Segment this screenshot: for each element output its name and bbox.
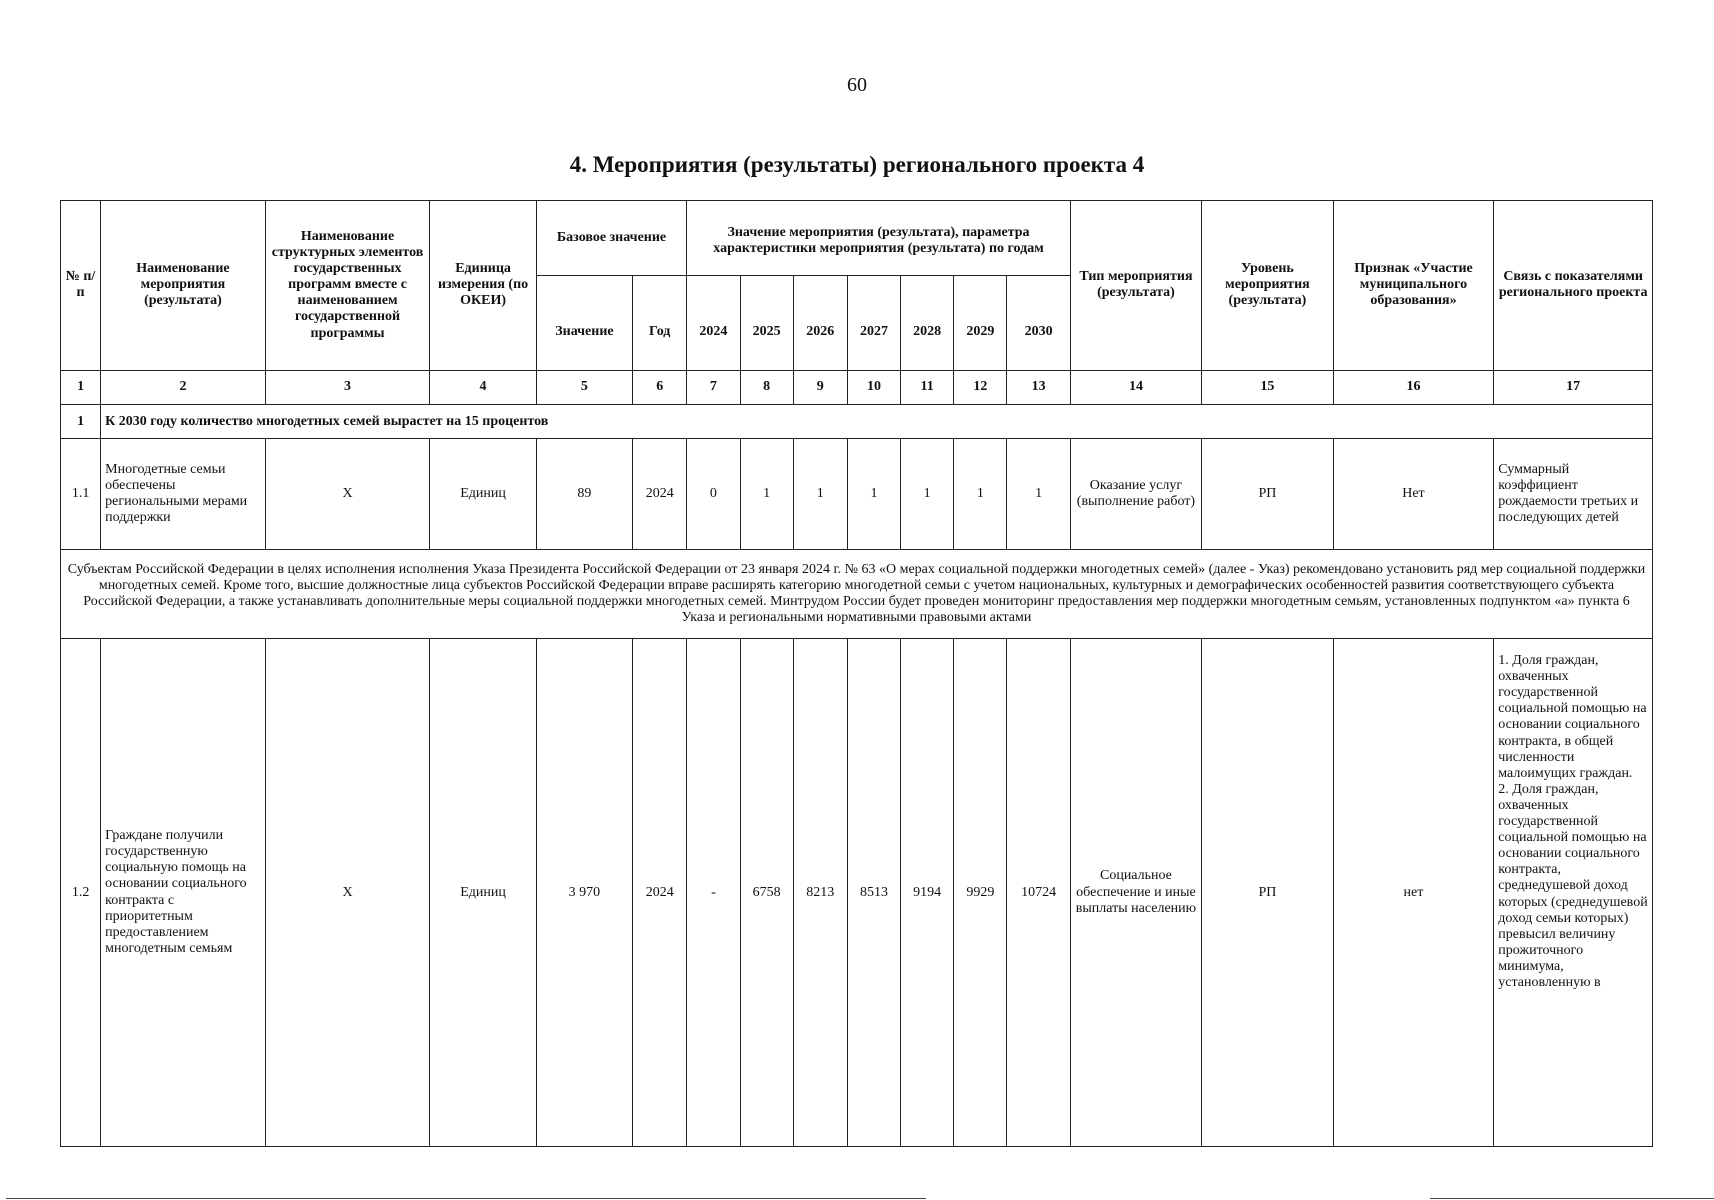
column-number: 15: [1202, 370, 1333, 404]
row-base-value: 89: [536, 439, 632, 550]
section-num: 1: [61, 404, 101, 438]
row-structural: Х: [265, 439, 430, 550]
header-link: Связь с показателями регионального проекта: [1494, 201, 1653, 371]
row-value: 1: [901, 439, 954, 550]
activities-table: [60, 200, 1653, 1147]
row-value: -: [687, 639, 740, 1147]
column-number: 13: [1007, 370, 1070, 404]
row-level: РП: [1202, 439, 1333, 550]
column-number: 9: [793, 370, 847, 404]
row-value: 1: [954, 439, 1007, 550]
row-link: Суммарный коэффициент рождаемости третьих и последующих детей: [1494, 439, 1653, 550]
row-num: 1.2: [61, 639, 101, 1147]
page-title: 4. Мероприятия (результаты) регионального проекта 4: [569, 152, 1145, 177]
header-base-year: Год: [633, 275, 687, 370]
header-name: Наименование мероприятия (результата): [101, 201, 266, 371]
row-level: РП: [1202, 639, 1333, 1147]
section-text: К 2030 году количество многодетных семей вырастет на 15 процентов: [101, 404, 1653, 438]
header-base-group: Базовое значение: [536, 201, 687, 276]
header-base-value: Значение: [536, 275, 632, 370]
section-row: [61, 404, 1653, 438]
header-row-1: [61, 201, 1653, 276]
row-value: 1: [847, 439, 900, 550]
column-number: 10: [847, 370, 900, 404]
column-number: 11: [901, 370, 954, 404]
row-value: 6758: [740, 639, 793, 1147]
row-value: 10724: [1007, 639, 1070, 1147]
header-year: 2030: [1007, 275, 1070, 370]
row-unit: Единиц: [430, 639, 536, 1147]
table-row: [61, 439, 1653, 550]
column-number: 1: [61, 370, 101, 404]
page-number: 60: [847, 74, 867, 96]
header-type: Тип мероприятия (результата): [1070, 201, 1201, 371]
header-year: 2026: [793, 275, 847, 370]
row-unit: Единиц: [430, 439, 536, 550]
header-year: 2029: [954, 275, 1007, 370]
footer-rule: [1430, 1198, 1714, 1199]
column-number-row: [61, 370, 1653, 404]
row-value: 1: [793, 439, 847, 550]
column-number: 5: [536, 370, 632, 404]
column-number: 6: [633, 370, 687, 404]
row-type: Социальное обеспечение и иные выплаты населению: [1070, 639, 1201, 1147]
column-number: 4: [430, 370, 536, 404]
header-num: № п/п: [61, 201, 101, 371]
note-text: Субъектам Российской Федерации в целях исполнения исполнения Указа Президента Российской Федерации от 23 января 2024 г. № 63 «О мерах социальной поддержки многодетных семей» (далее - Указ) рекомендовано установить ряд мер социальной поддержки многодетных семей. Кроме того, высшие должностные лица субъектов Российской Федерации вправе расширять категорию многодетной семьи с учетом национальных, культурных и демографических особенностей развития соответствующего субъекта Российской Федерации, а также устанавливать дополнительные меры социальной поддержки многодетных семей. Минтрудом России будет проведен мониторинг предоставления мер поддержки многодетным семьям, установленных подпунктом «а» пункта 6 Указа и региональными нормативными правовыми актами: [61, 550, 1653, 639]
column-number: 8: [740, 370, 793, 404]
row-structural: Х: [265, 639, 430, 1147]
header-level: Уровень мероприятия (результата): [1202, 201, 1333, 371]
row-link-item-1: 1. Доля граждан, охваченных государственной социальной помощью на основании социального контракта, в общей численности малоимущих граждан.: [1498, 653, 1647, 781]
header-year: 2024: [687, 275, 740, 370]
row-value: 9929: [954, 639, 1007, 1147]
header-year: 2025: [740, 275, 793, 370]
row-value: 0: [687, 439, 740, 550]
header-municipal: Признак «Участие муниципального образования»: [1333, 201, 1494, 371]
row-base-value: 3 970: [536, 639, 632, 1147]
note-row: [61, 550, 1653, 639]
header-year: 2028: [901, 275, 954, 370]
row-value: 8213: [793, 639, 847, 1147]
column-number: 2: [101, 370, 266, 404]
column-number: 7: [687, 370, 740, 404]
row-value: 9194: [901, 639, 954, 1147]
header-value-group: Значение мероприятия (результата), параметра характеристики мероприятия (результата) по годам: [687, 201, 1070, 276]
row-base-year: 2024: [633, 639, 687, 1147]
column-number: 17: [1494, 370, 1653, 404]
header-year: 2027: [847, 275, 900, 370]
row-municipal: нет: [1333, 639, 1494, 1147]
row-num: 1.1: [61, 439, 101, 550]
column-number: 14: [1070, 370, 1201, 404]
column-number: 3: [265, 370, 430, 404]
table-row: [61, 639, 1653, 1147]
row-type: Оказание услуг (выполнение работ): [1070, 439, 1201, 550]
header-structural: Наименование структурных элементов государственных программ вместе с наименованием государственной программы: [265, 201, 430, 371]
row-name: Многодетные семьи обеспечены региональными мерами поддержки: [101, 439, 266, 550]
column-number: 12: [954, 370, 1007, 404]
row-link-item-2: 2. Доля граждан, охваченных государственной социальной помощью на основании социального контракта, среднедушевой доход которых (среднедушевой доход семьи которых) превысил величину прожиточного минимума, установленную в: [1498, 781, 1648, 990]
row-value: 1: [1007, 439, 1070, 550]
row-municipal: Нет: [1333, 439, 1494, 550]
column-number: 16: [1333, 370, 1494, 404]
row-base-year: 2024: [633, 439, 687, 550]
row-value: 8513: [847, 639, 900, 1147]
footer-rule: [6, 1198, 926, 1199]
row-value: 1: [740, 439, 793, 550]
row-link: [1494, 639, 1653, 1147]
row-name: Граждане получили государственную социальную помощь на основании социального контракта с приоритетным предоставлением многодетным семьям: [101, 639, 266, 1147]
header-unit: Единица измерения (по ОКЕИ): [430, 201, 536, 371]
